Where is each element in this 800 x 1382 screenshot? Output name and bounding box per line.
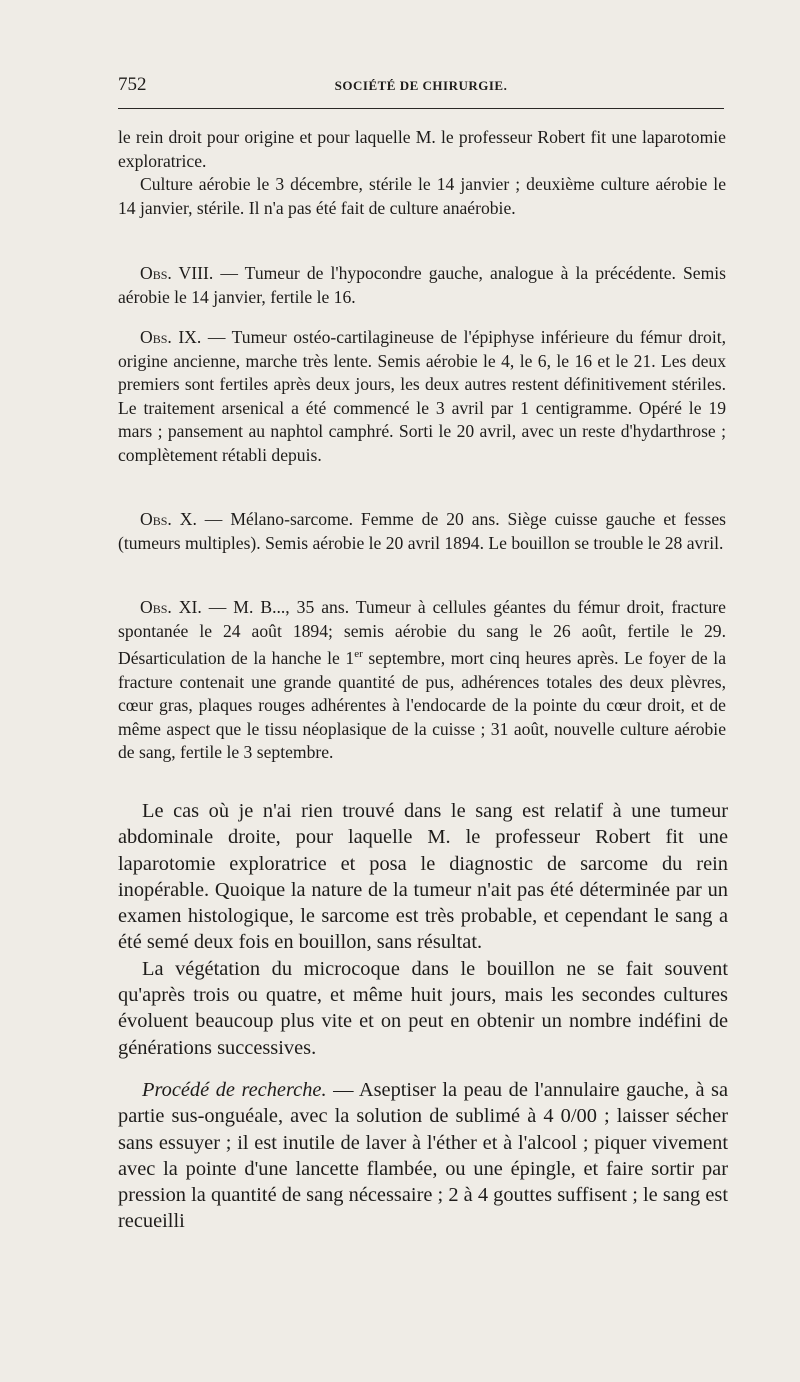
running-head: SOCIÉTÉ DE CHIRURGIE.	[334, 78, 508, 93]
procedure-heading: Procédé de recherche.	[142, 1078, 327, 1101]
obs-8-block	[118, 262, 726, 309]
obs-10-label: Obs. X.	[140, 509, 197, 529]
obs-9-text: — Tumeur ostéo-cartilagineuse de l'épiphyse inférieure du fémur droit, origine ancienne, marche très lente. Semis aérobie le 4, le 6, le 16 et le 21. Les deux premiers sont fertiles après deux jours, les deux autres restent définitivement stériles. Le traitement arsenical a été commencé le 3 avril par 1 centigramme. Opéré le 19 mars ; pansement au naphtol camphré. Sorti le 20 avril, avec un reste d'hydarthrose ; complètement rétabli depuis.	[118, 327, 726, 465]
obs-11-text-b: septembre, mort cinq heures après. Le foyer de la fracture contenait une grande quantité de pus, adhérences totales des deux plèvres, cœur gras, plaques rouges adhérentes à l'endocarde de la pointe du cœur droit, et de même aspect que le tissu néoplasique de la cuisse ; 31 août, nouvelle culture aérobie de sang, fertile le 3 septembre.	[118, 648, 727, 763]
obs-9-block	[118, 326, 726, 468]
obs-11-paragraph	[118, 596, 726, 765]
obs-11-superscript: er	[354, 648, 363, 661]
obs-11-text-a: — M. B..., 35 ans. Tumeur à cellules géantes du fémur droit, fracture spontanée le 24 août 1894; semis aérobie du sang le 26 août, fertile le 29. Désarticulation de la hanche le 1	[118, 597, 726, 669]
obs-11-label: Obs. XI.	[140, 597, 202, 617]
obs-10-paragraph	[118, 508, 726, 555]
obs-7-culture: Culture aérobie le 3 décembre, stérile le 14 janvier ; deuxième culture aérobie le 14 janvier, stérile. Il n'a pas été fait de culture anaérobie.	[118, 174, 726, 218]
obs-10-block	[118, 508, 726, 555]
obs-9-label: Obs. IX.	[140, 327, 202, 347]
page-number: 752	[118, 74, 147, 95]
obs-7-block	[118, 126, 726, 220]
procedure-text: — Aseptiser la peau de l'annulaire gauche, à sa partie sus-onguéale, avec la solution de sublimé à 4 0/00 ; laisser sécher sans essuyer ; il est inutile de laver à l'éther et à l'alcool ; piquer vivement avec la pointe d'une lancette flambée, ou une épingle, et faire sortir par pression la quantité de sang nécessaire ; 2 à 4 gouttes suffisent ; le sang est recueilli	[118, 1078, 728, 1233]
obs-7-continuation: le rein droit pour origine et pour laquelle M. le professeur Robert fit une laparotomie exploratrice.	[118, 127, 726, 171]
obs-11-block	[118, 596, 726, 765]
obs-9-paragraph	[118, 326, 726, 468]
obs-10-text: — Mélano-sarcome. Femme de 20 ans. Siège cuisse gauche et fesses (tumeurs multiples). Semis aérobie le 20 avril 1894. Le bouillon se trouble le 28 avril.	[118, 509, 726, 553]
obs-8-label: Obs. VIII.	[140, 263, 214, 283]
main-text	[118, 798, 728, 1235]
body-paragraph-1: Le cas où je n'ai rien trouvé dans le sang est relatif à une tumeur abdominale droite, pour laquelle M. le professeur Robert fit une laparotomie exploratrice et posa le diagnostic de sarcome du rein inopérable. Quoique la nature de la tumeur n'ait pas été déterminée par un examen histologique, le sarcome est très probable, et cependant le sang a été semé deux fois en bouillon, sans résultat.	[118, 800, 728, 954]
header-rule	[118, 108, 724, 109]
obs-8-paragraph	[118, 262, 726, 309]
obs-8-text: — Tumeur de l'hypocondre gauche, analogue à la précédente. Semis aérobie le 14 janvier, fertile le 16.	[118, 263, 726, 307]
body-paragraph-2: La végétation du microcoque dans le bouillon ne se fait souvent qu'après trois ou quatre, et même huit jours, mais les secondes cultures évoluent beaucoup plus vite et on peut en obtenir un nombre indéfini de générations successives.	[118, 957, 728, 1059]
body-paragraph-3	[118, 1077, 728, 1235]
page-header	[118, 74, 724, 100]
